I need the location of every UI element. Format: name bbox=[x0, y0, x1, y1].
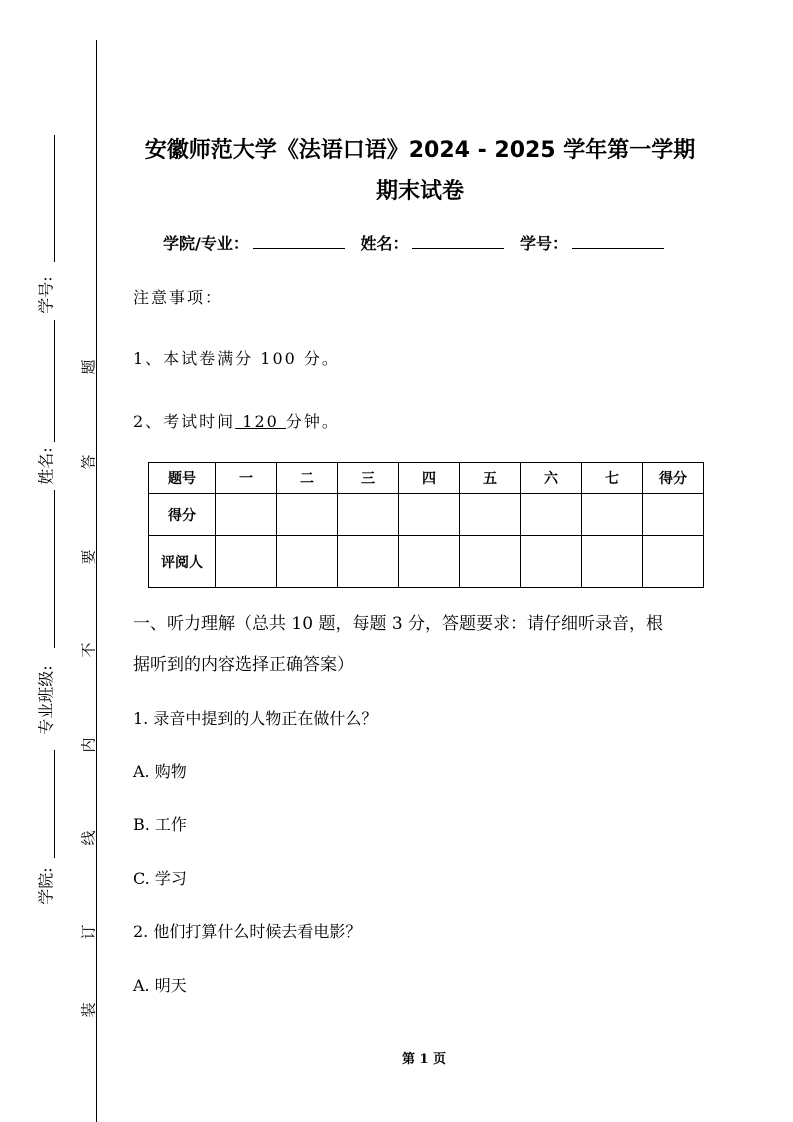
question-text: 2. 他们打算什么时候去看电影？ bbox=[133, 922, 362, 941]
field-line bbox=[54, 750, 55, 858]
table-row bbox=[149, 536, 704, 588]
section-heading: 一、听力理解（总共 10 题，每题 3 分，答题要求：请仔细听录音，根 bbox=[133, 614, 664, 634]
table-cell bbox=[521, 536, 582, 588]
name-label: 姓名： bbox=[360, 234, 409, 253]
note-item bbox=[133, 409, 340, 432]
side-label-major-class: 专业班级: bbox=[36, 665, 56, 735]
option: C. 学习 bbox=[133, 869, 187, 888]
seal-char: 要 bbox=[79, 549, 98, 565]
side-label-student-id: 学号: bbox=[36, 276, 56, 314]
table-header: 五 bbox=[460, 463, 521, 494]
side-label-college: 学院: bbox=[36, 867, 56, 905]
table-cell bbox=[460, 536, 521, 588]
table-header: 六 bbox=[521, 463, 582, 494]
table-header-row bbox=[149, 463, 704, 494]
score-table bbox=[148, 462, 704, 588]
note-item: 1、本试卷满分 100 分。 bbox=[133, 349, 340, 368]
seal-char: 订 bbox=[79, 924, 98, 940]
page-number: 第 1 页 bbox=[401, 1052, 447, 1067]
seal-char: 不 bbox=[79, 642, 98, 658]
exam-title: 安徽师范大学《法语口语》2024 - 2025 学年第一学期 bbox=[144, 138, 696, 163]
seal-char: 题 bbox=[79, 359, 98, 375]
table-header: 得分 bbox=[643, 463, 704, 494]
row-label: 评阅人 bbox=[149, 536, 216, 588]
option: A. 明天 bbox=[133, 976, 187, 995]
table-cell bbox=[643, 494, 704, 536]
table-cell bbox=[277, 494, 338, 536]
question-text: 1. 录音中提到的人物正在做什么？ bbox=[133, 709, 378, 728]
id-blank[interactable] bbox=[572, 234, 664, 249]
college-label: 学院/专业： bbox=[163, 234, 249, 253]
table-cell bbox=[521, 494, 582, 536]
row-label: 得分 bbox=[149, 494, 216, 536]
table-cell bbox=[582, 536, 643, 588]
field-line bbox=[54, 320, 55, 442]
table-cell bbox=[643, 536, 704, 588]
table-cell bbox=[216, 494, 277, 536]
seal-char: 线 bbox=[79, 830, 98, 846]
table-cell bbox=[582, 494, 643, 536]
college-blank[interactable] bbox=[253, 234, 345, 249]
option: A. 购物 bbox=[133, 762, 187, 781]
notes-heading: 注意事项： bbox=[133, 288, 224, 307]
side-label-name: 姓名: bbox=[36, 447, 56, 485]
table-header: 四 bbox=[399, 463, 460, 494]
table-header: 七 bbox=[582, 463, 643, 494]
name-blank[interactable] bbox=[412, 234, 504, 249]
exam-duration: 120 bbox=[235, 412, 286, 431]
note-text: 2、考试时间 bbox=[133, 412, 236, 431]
table-cell bbox=[338, 536, 399, 588]
seal-char: 内 bbox=[79, 737, 98, 753]
student-info-line bbox=[163, 231, 674, 254]
seal-char: 装 bbox=[79, 1002, 98, 1018]
exam-subtitle: 期末试卷 bbox=[375, 179, 464, 204]
table-cell bbox=[216, 536, 277, 588]
option: B. 工作 bbox=[133, 815, 187, 834]
table-header: 三 bbox=[338, 463, 399, 494]
table-cell bbox=[277, 536, 338, 588]
table-cell bbox=[460, 494, 521, 536]
table-cell bbox=[338, 494, 399, 536]
table-row bbox=[149, 494, 704, 536]
table-cell bbox=[399, 494, 460, 536]
section-heading-cont: 据听到的内容选择正确答案） bbox=[133, 655, 354, 675]
table-header: 题号 bbox=[149, 463, 216, 494]
id-label: 学号： bbox=[520, 234, 569, 253]
table-header: 二 bbox=[277, 463, 338, 494]
table-header: 一 bbox=[216, 463, 277, 494]
table-cell bbox=[399, 536, 460, 588]
note-text: 分钟。 bbox=[285, 412, 340, 431]
seal-char: 答 bbox=[79, 454, 98, 470]
field-line bbox=[54, 490, 55, 648]
